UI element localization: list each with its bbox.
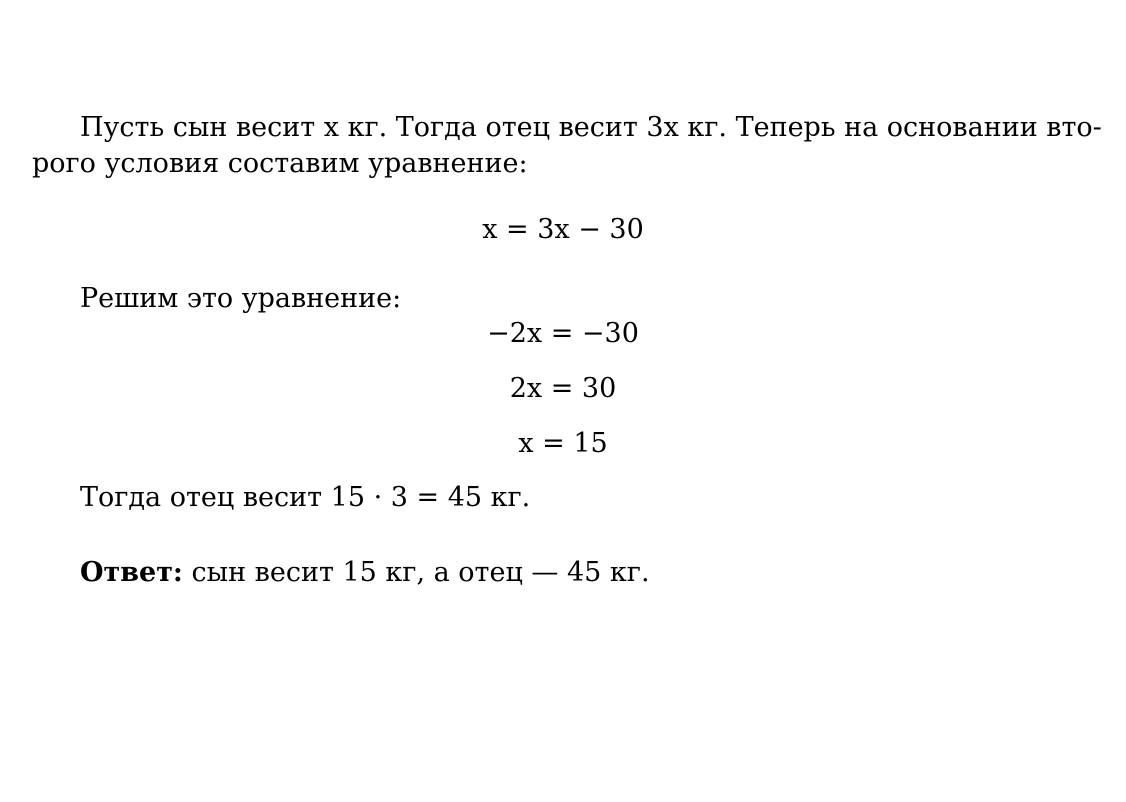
father-weight-text: Тогда отец весит 15 · 3 = 45 кг.: [80, 482, 531, 513]
intro-line-2: рого условия составим уравнение:: [32, 148, 528, 179]
equation-step-2: 2x = 30: [509, 373, 617, 404]
solve-label: Решим это уравнение:: [80, 283, 402, 314]
answer-text: сын весит 15 кг, а отец — 45 кг.: [182, 557, 650, 588]
equation-step-3: x = 15: [518, 428, 608, 459]
main-equation: x = 3x − 30: [482, 214, 644, 245]
answer-line: [80, 556, 650, 590]
answer-label: Ответ:: [80, 557, 183, 588]
intro-line-1: Пусть сын весит x кг. Тогда отец весит 3x кг. Теперь на основании вто-: [80, 112, 1102, 143]
equation-step-1: −2x = −30: [487, 318, 639, 349]
